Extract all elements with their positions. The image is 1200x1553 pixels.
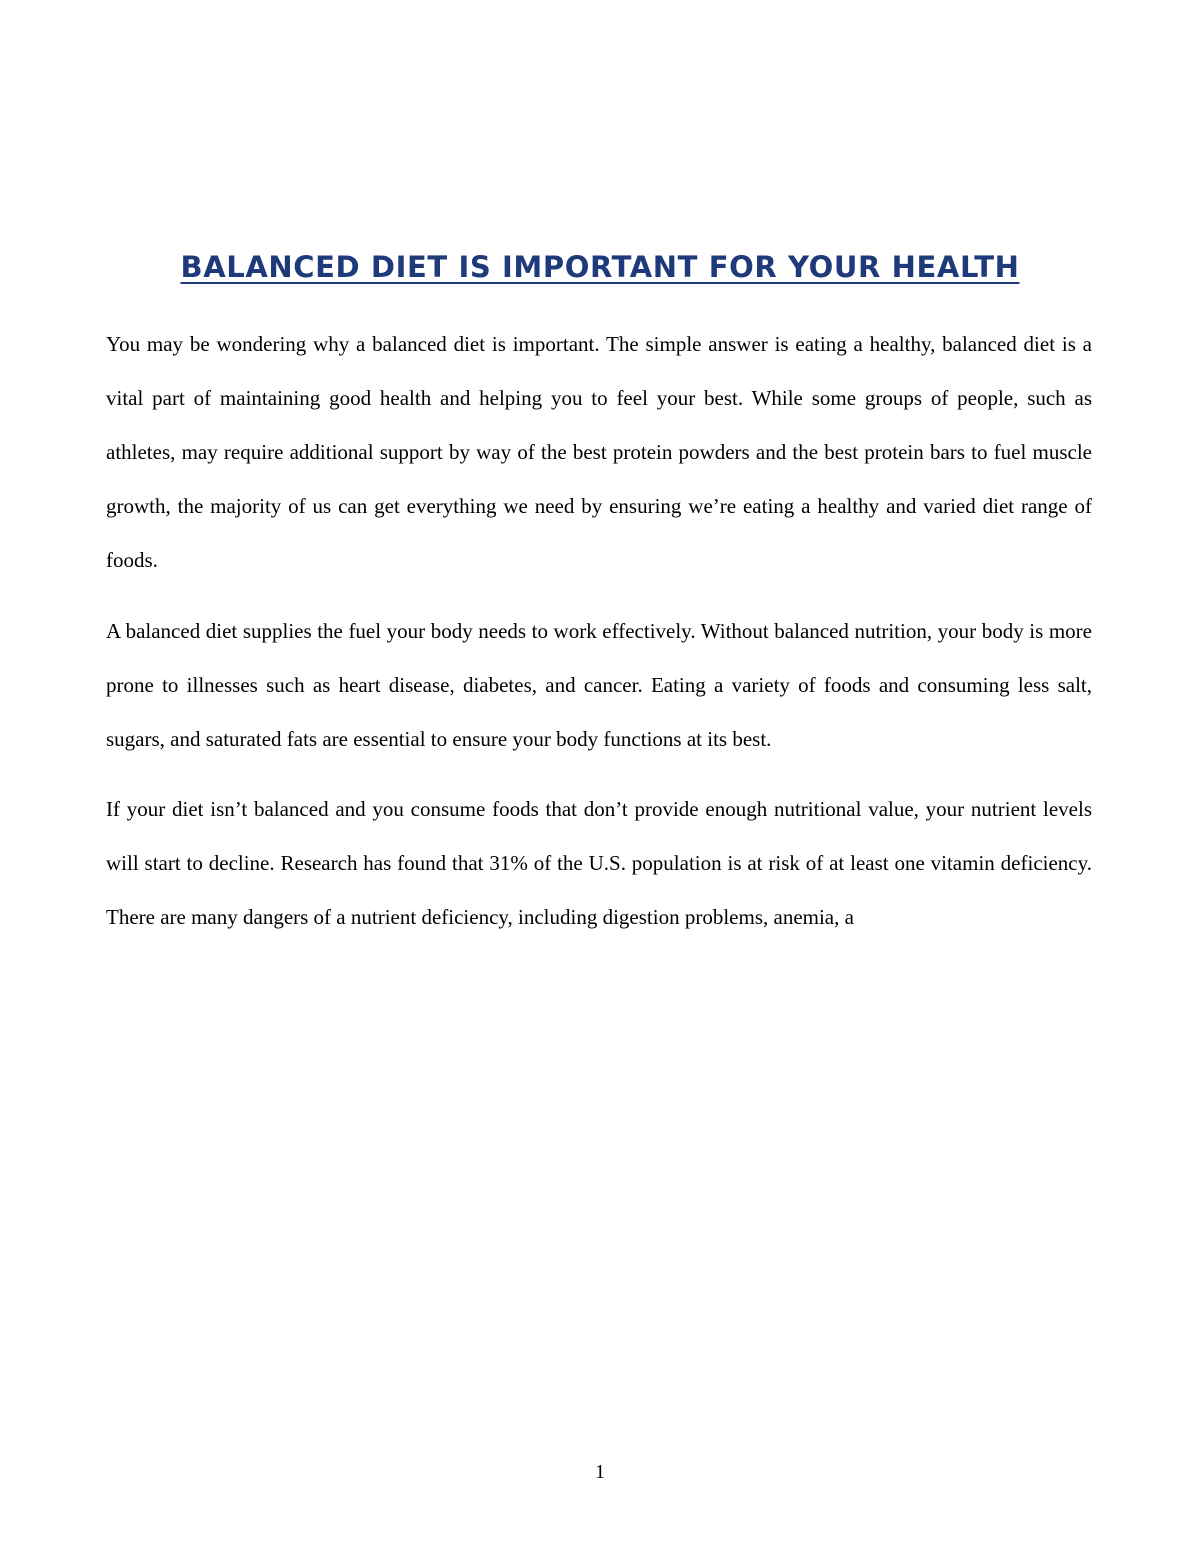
paragraph-why-balanced-diet: You may be wondering why a balanced diet is important. The simple answer is eating a healthy, balanced diet is a vital part of maintaining good health and helping you to feel your best. While some groups of people, such as athletes, may require additional support by way of the best protein powders and the best protein bars to fuel muscle growth, the majority of us can get everything we need by ensuring we’re eating a healthy and varied diet range of foods. [106,332,1092,572]
document-title: BALANCED DIET IS IMPORTANT FOR YOUR HEALTH [180,250,1020,284]
paragraph-fuel-for-body: A balanced diet supplies the fuel your body needs to work effectively. Without balanced nutrition, your body is more prone to illnesses such as heart disease, diabetes, and cancer. Eating a variety of foods and consuming less salt, sugars, and saturated fats are essential to ensure your body functions at its best. [106,619,1092,751]
page-number: 1 [595,1461,605,1483]
paragraph-nutrient-deficiency: If your diet isn’t balanced and you consume foods that don’t provide enough nutritional value, your nutrient levels will start to decline. Research has found that 31% of the U.S. population is at risk of at least one vitamin deficiency. There are many dangers of a nutrient deficiency, including digestion problems, anemia, a [106,797,1092,929]
